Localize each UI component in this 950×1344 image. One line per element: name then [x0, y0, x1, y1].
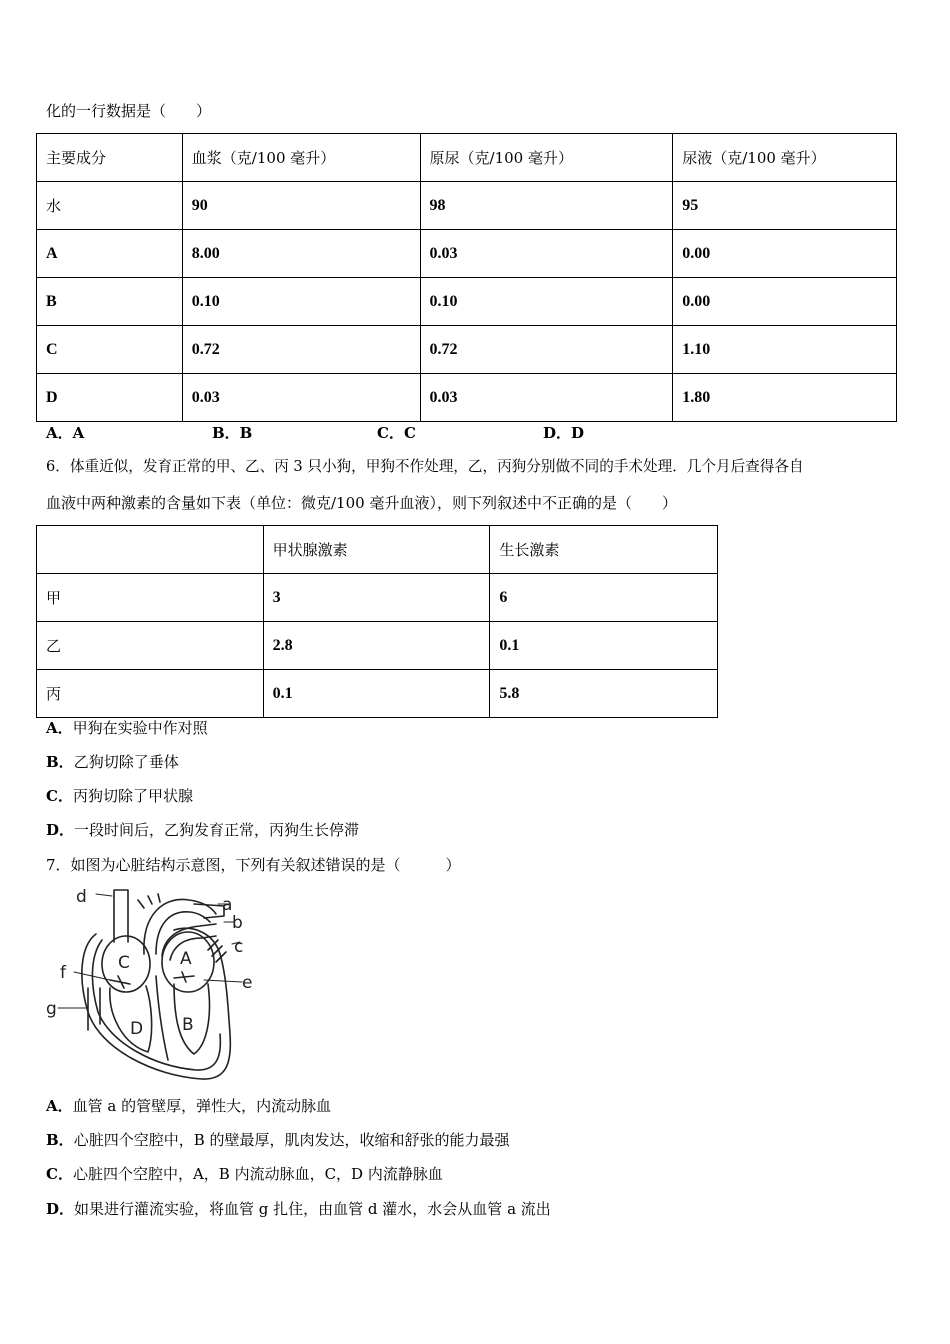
label-b: b [232, 913, 243, 933]
header-cell: 主要成分 [37, 134, 183, 182]
heart-inner-wall [92, 940, 220, 1070]
label-a: a [222, 895, 233, 915]
table-row [37, 278, 897, 326]
q6-option-c[interactable] [46, 786, 193, 806]
table-cell: 0.03 [182, 374, 420, 422]
label-e: e [242, 973, 253, 993]
vessel-d [114, 890, 128, 942]
q5-option-b[interactable]: B．B [212, 424, 253, 442]
q6-stem-line2: 血液中两种激素的含量如下表（单位：微克/100 毫升血液），则下列叙述中不正确的是（ ） [46, 494, 677, 512]
table-row [37, 230, 897, 278]
label-f: f [60, 963, 66, 983]
table-cell: 8.00 [182, 230, 420, 278]
label-g: g [46, 999, 57, 1019]
table-cell: 0.1 [263, 670, 490, 718]
septum [156, 976, 168, 1060]
table-header-row [37, 134, 897, 182]
table-cell: 0.00 [673, 278, 897, 326]
table-cell: 0.72 [182, 326, 420, 374]
option-text: 一段时间后，乙狗发育正常，丙狗生长停滞 [74, 821, 360, 839]
q7-option-c[interactable] [46, 1164, 443, 1184]
q5-stem-tail: 化的一行数据是（ ） [46, 102, 212, 120]
option-letter: D． [46, 821, 75, 839]
heart-diagram [44, 884, 264, 1084]
label-A: A [180, 949, 192, 969]
q5-option-a[interactable]: A．A [46, 424, 85, 442]
label-c: c [234, 937, 244, 957]
header-cell: 原尿（克/100 毫升） [420, 134, 673, 182]
table-header-row [37, 526, 718, 574]
table-cell: C [37, 326, 183, 374]
table-cell: 95 [673, 182, 897, 230]
option-text: 如果进行灌流实验，将血管 g 扎住，由血管 d 灌水，水会从血管 a 流出 [74, 1200, 551, 1218]
option-text: 心脏四个空腔中，B 的壁最厚，肌肉发达，收缩和舒张的能力最强 [73, 1131, 510, 1149]
option-text: 心脏四个空腔中，A，B 内流动脉血，C，D 内流静脉血 [72, 1165, 443, 1183]
q5-table [36, 133, 897, 422]
option-letter: B． [46, 1131, 74, 1149]
q7-option-b[interactable] [46, 1130, 509, 1150]
table-cell: 90 [182, 182, 420, 230]
option-text: 丙狗切除了甲状腺 [72, 787, 193, 805]
table-cell: 2.8 [263, 622, 490, 670]
table-row [37, 574, 718, 622]
table-cell: B [37, 278, 183, 326]
label-D: D [130, 1019, 144, 1039]
table-cell: 0.72 [420, 326, 673, 374]
option-text: 乙狗切除了垂体 [73, 753, 179, 771]
option-letter: D． [46, 1200, 75, 1218]
table-cell: 1.10 [673, 326, 897, 374]
table-cell: 水 [37, 182, 183, 230]
table-cell: 0.03 [420, 374, 673, 422]
table-cell: 0.03 [420, 230, 673, 278]
header-cell: 尿液（克/100 毫升） [673, 134, 897, 182]
vessel-c [208, 940, 226, 962]
table-cell: 0.10 [420, 278, 673, 326]
table-cell: D [37, 374, 183, 422]
label-d: d [76, 887, 87, 907]
table-cell: 丙 [37, 670, 264, 718]
label-C: C [118, 953, 130, 973]
header-cell: 血浆（克/100 毫升） [182, 134, 420, 182]
table-cell: 1.80 [673, 374, 897, 422]
q6-table [36, 525, 718, 718]
q7-stem: 7．如图为心脏结构示意图，下列有关叙述错误的是（ ） [46, 856, 461, 874]
q6-stem-line1: 6．体重近似，发育正常的甲、乙、丙 3 只小狗，甲狗不作处理，乙，丙狗分别做不同的手术处理．几个月后查得各自 [46, 458, 804, 475]
label-B: B [182, 1015, 194, 1035]
option-letter: B． [46, 753, 74, 771]
table-cell: 5.8 [490, 670, 718, 718]
table-cell: 0.10 [182, 278, 420, 326]
table-cell: 98 [420, 182, 673, 230]
valve-e [174, 972, 194, 982]
table-row [37, 670, 718, 718]
option-letter: C． [46, 1165, 73, 1183]
table-row [37, 374, 897, 422]
table-cell: A [37, 230, 183, 278]
table-row [37, 182, 897, 230]
table-cell: 3 [263, 574, 490, 622]
q6-option-d[interactable] [46, 820, 359, 840]
q6-option-b[interactable] [46, 752, 179, 772]
option-letter: A． [46, 719, 73, 737]
vessel-a [144, 899, 216, 954]
header-cell [37, 526, 264, 574]
table-cell: 6 [490, 574, 718, 622]
header-cell: 生长激素 [490, 526, 718, 574]
option-letter: C． [46, 787, 73, 805]
table-row [37, 622, 718, 670]
q5-option-c[interactable]: C．C [377, 424, 416, 442]
table-cell: 0.1 [490, 622, 718, 670]
table-row [37, 326, 897, 374]
q5-option-d[interactable]: D．D [543, 424, 585, 442]
valve-f [110, 976, 130, 988]
header-cell: 甲状腺激素 [263, 526, 490, 574]
option-letter: A． [46, 1097, 73, 1115]
table-cell: 乙 [37, 622, 264, 670]
q7-option-d[interactable] [46, 1199, 551, 1219]
table-cell: 0.00 [673, 230, 897, 278]
option-text: 甲狗在实验中作对照 [72, 719, 208, 737]
option-text: 血管 a 的管壁厚，弹性大，内流动脉血 [72, 1097, 332, 1115]
table-cell: 甲 [37, 574, 264, 622]
q7-option-a[interactable] [46, 1096, 331, 1116]
q6-option-a[interactable] [46, 718, 208, 738]
vessel-branches [138, 894, 160, 908]
